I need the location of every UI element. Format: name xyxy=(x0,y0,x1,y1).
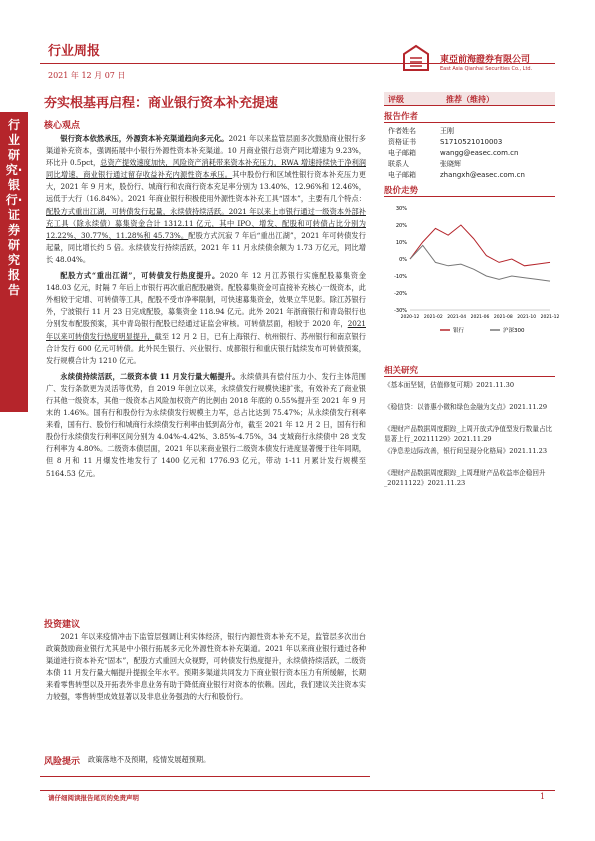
analyst-row xyxy=(388,126,454,136)
core-views-heading: 核心观点 xyxy=(44,121,81,131)
x-tick-label: 2021-08 xyxy=(493,315,513,320)
footer-divider xyxy=(40,790,555,791)
rating-label: 评级 xyxy=(388,95,404,104)
analyst-key: 资格证书 xyxy=(388,138,416,146)
paragraph-rights-issue xyxy=(46,270,366,367)
investment-paragraph: 2021 年以来疫情冲击下监管层强调让利实体经济，银行内源性资本补充不足，监管层多次出台政策鼓励商业银行尤其是中小银行拓展多元化外源性资本补充渠道。2021 年以来商业银行通过各种渠道进行资本补充“固本”，配股方式重回大众视野，可转债发行热度提升，永续债持续活跃，二级资本债 11 月发行量大幅提升提振全年水平。预期多渠道共同发力下商业银行资本压力有所缓解，长期来看零售转型以及开拓表外非息业务有助于降低商业银行对资本的依赖。因此，我们建议关注资本实力较强，零售转型成效显著以及非息业务强劲的大行和股份行。 xyxy=(46,632,366,702)
core-views-body xyxy=(46,133,366,480)
p2-run-1: 2020 年 12 月江苏银行实施配股募集资金 148.03 亿元，时隔 7 年后上市银行再次重启配股融资。配股募集资金可直接补充核心一级资本，此外相较于定增、可转债等工具，配股不受市净率限制，可快速募集资金，效果立竿见影。除江苏银行外，宁波银行 11 月 23 日完成配股，募集资金 118.94 亿元。此外 2021 年浙商银行和青岛银行也分别发布配股预案，其中青岛银行配股已经通过证监会审核。可转债层面，相较于 2020 年， xyxy=(46,271,367,329)
analyst-key: 电子邮箱 xyxy=(388,171,416,179)
page-number: 1 xyxy=(540,792,546,801)
analyst-value[interactable]: wangg@easec.com.cn xyxy=(440,149,519,157)
p3-run-0: 永续债持续活跃，二级资本债 11 月发行量大幅提升。 xyxy=(60,371,240,381)
related-report-link[interactable]: 《理财产品数据周度跟踪_上周理财产品收益率企稳回升_20211122》2021.11.23 xyxy=(384,469,546,487)
p1-run-5: 配股方式沉寂 7 年后“重出江湖”，2021 年可转债发行起量，同比增长约 5 倍。永续债发行持续活跃，2021 年 11 月永续债余额为 1.73 万亿元，同比增长 48.04%。 xyxy=(46,230,366,264)
analyst-row xyxy=(388,137,502,147)
stock-chart-heading: 股价走势 xyxy=(384,186,419,196)
x-tick-label: 2021-06 xyxy=(470,315,490,320)
investment-heading: 投资建议 xyxy=(44,620,81,630)
y-tick-label: 20% xyxy=(395,223,407,229)
rating-value: 推荐（维持） xyxy=(446,95,494,104)
related-heading: 相关研究 xyxy=(384,366,419,376)
related-report-link[interactable]: 《稳信贷：以普惠小微和绿色金融为支点》2021.11.29 xyxy=(384,403,548,411)
p2-run-2: 2021 年以来可转债发行热度明显提升， xyxy=(46,319,366,341)
related-report-link[interactable]: 《基本面坚韧，估值修复可期》2021.11.30 xyxy=(384,381,515,389)
p2-run-3: 截至 12 月 2 日，已有上海银行、杭州银行、苏州银行和南京银行合计发行 600 亿元可转债。此外民生银行、兴业银行、成都银行和重庆银行陆续发布可转债预案，发行规模合计为 1210 亿元。 xyxy=(46,331,366,365)
analyst-key: 作者姓名 xyxy=(388,127,416,135)
report-type: 行业周报 xyxy=(48,44,101,59)
company-name-cn: 東亞前海證券有限公司 xyxy=(440,55,531,65)
paragraph-perpetual-bonds xyxy=(46,371,366,480)
company-name-en: East Asia Qianhai Securities Co., Ltd. xyxy=(440,66,533,72)
sidebar-category: 行业研究·银行·证券研究报告 xyxy=(5,118,23,297)
analyst-value: 张晓辉 xyxy=(440,160,461,168)
series-line-0 xyxy=(410,225,550,266)
p1-run-1: 2021 年以来监管层面多次鼓励商业银行多渠道补充资本，强调拓展中小银行外源性资本补充渠道。10 月商业银行总资产同比增速为 9.23%，环比升 0.5pct， xyxy=(46,134,366,168)
x-tick-label: 2020-12 xyxy=(400,315,420,320)
x-tick-label: 2021-12 xyxy=(540,315,560,320)
paragraph-capital-pressure xyxy=(46,133,366,266)
y-tick-label: -20% xyxy=(394,291,407,297)
p2-run-0: 配股方式“重出江湖”，可转债发行热度提升。 xyxy=(60,271,220,281)
y-tick-label: 0% xyxy=(399,257,407,263)
related-report-link[interactable]: 《净息差边际改善，银行间呈现分化格局》2021.11.23 xyxy=(384,447,548,455)
p3-run-1: 永续债具有偿付压力小、发行主体范围广、发行条款更为灵活等优势，自 2019 年创立以来，永续债发行规模快速扩张，有效补充了商业银行其他一级资本，其他一级资本占风险加权资产的比例由 2018 年底的 0.55%提升至 2021 年 9 月末的 1.46%。国有行和股份行为永续债发行规模主力军，总占比达到 75.47%；从永续债发行利率来看，国有行、股份行和城商行永续债发行利率由低到高分布，截至 2021 年 12 月 2 日，国有行和股份行永续债发行利率区间分别为 4.04%-4.42%、3.85%-4.75%，34 支城商行永续债中 28 支发行利率为 4.80%。二级资本债层面，2021 年以来商业银行二级资本债发行进度显著慢于往年同期，但 8 月和 11 月爆发性地发行了 1400 亿元和 1776.93 亿元，带动 1-11 月累计发行规模至 5164.53 亿元。 xyxy=(46,371,366,478)
p1-run-4: 配股方式重出江湖，可转债发行起量，永续债持续活跃。2021 年以来上市银行通过一级资本外部补充工具（除永续债）募集资金合计 1312.11 亿元，其中 IPO、增发、配股和可转债占比分别为 12.22%、30.77%、11.28%和 45.73%。 xyxy=(46,206,366,240)
x-tick-label: 2021-02 xyxy=(423,315,443,320)
report-title: 夯实根基再启程：商业银行资本补充提速 xyxy=(44,96,279,111)
footer-disclaimer: 请仔细阅读报告尾页的免责声明 xyxy=(48,794,139,802)
analyst-value: S1710521010003 xyxy=(440,138,503,146)
analyst-key: 联系人 xyxy=(388,160,409,168)
x-tick-label: 2021-10 xyxy=(517,315,537,320)
stock-price-chart xyxy=(384,200,560,340)
risk-divider xyxy=(40,776,370,777)
analyst-heading: 报告作者 xyxy=(384,112,419,122)
stock-chart-divider xyxy=(384,196,555,197)
x-tick-label: 2021-04 xyxy=(447,315,467,320)
y-tick-label: -10% xyxy=(394,274,407,280)
analyst-value: 王刚 xyxy=(440,127,454,135)
y-tick-label: 10% xyxy=(395,240,407,246)
p1-run-0: 银行资本依然承压，外源资本补充渠道趋向多元化。 xyxy=(60,134,229,143)
p1-run-2: 总资产提效速度加快，风险资产消耗带来资本补充压力，RWA 增速持续快于净利润同比增速，商业银行通过留存收益补充内源性资本承压。 xyxy=(46,158,366,180)
y-tick-label: 30% xyxy=(395,206,407,212)
company-logo-icon xyxy=(398,44,434,74)
analyst-value[interactable]: zhangxh@easec.com.cn xyxy=(440,171,525,179)
analyst-row xyxy=(388,148,518,158)
analyst-divider xyxy=(384,122,555,123)
report-date: 2021 年 12 月 07 日 xyxy=(48,71,126,80)
y-tick-label: -30% xyxy=(394,308,407,314)
related-report-link[interactable]: 《理财产品数据周度跟踪_上周开放式净值型发行数量占比显著上行_20211129》2021.11.29 xyxy=(384,425,553,443)
analyst-key: 电子邮箱 xyxy=(388,149,416,157)
analyst-row xyxy=(388,170,525,180)
legend-label: 银行 xyxy=(453,328,465,334)
series-line-1 xyxy=(410,245,550,281)
risk-heading: 风险提示 xyxy=(44,757,81,767)
related-divider xyxy=(384,376,555,377)
risk-text: 政策落地不及预期，疫情发展超预期。 xyxy=(88,755,211,764)
p1-run-3: 其中股份行和区域性银行资本补充压力更大，2021 年 9 月末，股份行、城商行和农商行资本充足率分别为 13.40%、12.96%和 12.46%，远低于大行（16.84%）。2021 年商业银行积极使用外源性资本补充工具“固本”，主要有几个特点： xyxy=(46,170,366,204)
investment-body xyxy=(46,631,366,704)
legend-label: 沪深300 xyxy=(503,328,525,334)
analyst-row xyxy=(388,159,461,169)
